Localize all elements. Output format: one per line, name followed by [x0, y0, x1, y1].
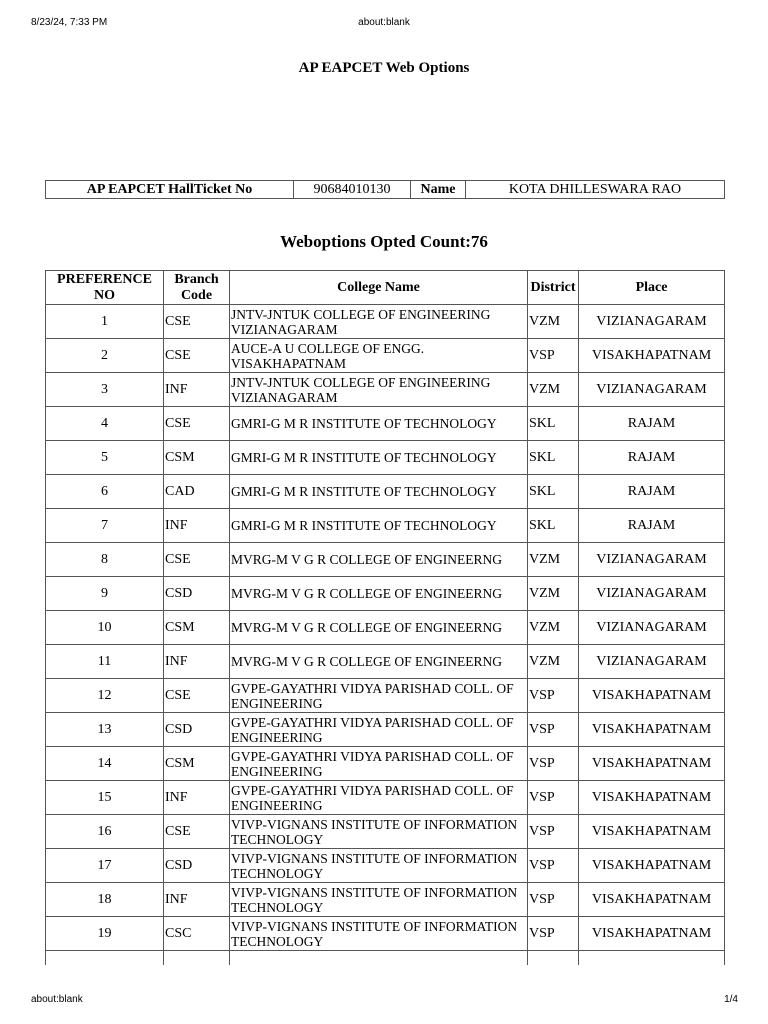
cell-place: VIZIANAGARAM — [579, 305, 725, 339]
cell-preference-no: 17 — [46, 849, 164, 883]
cell-place: VIZIANAGARAM — [579, 373, 725, 407]
table-row — [46, 475, 725, 509]
print-footer — [0, 994, 768, 1008]
cell-branch-code: CSE — [164, 339, 230, 373]
cell-district: VZM — [528, 305, 579, 339]
cell-branch-code: INF — [164, 509, 230, 543]
cell-branch-code: CSE — [164, 543, 230, 577]
cell-preference-no: 16 — [46, 815, 164, 849]
cell-district: VZM — [528, 373, 579, 407]
header-place: Place — [579, 271, 725, 305]
cell-preference-no: 3 — [46, 373, 164, 407]
cell-district: VSP — [528, 747, 579, 781]
candidate-info-table — [45, 180, 725, 199]
cell-district: VSP — [528, 883, 579, 917]
cell-place: VISAKHAPATNAM — [579, 747, 725, 781]
web-options-table — [45, 270, 725, 965]
cell-branch-code: CSC — [164, 917, 230, 951]
cell-college-name: AUCE-A U COLLEGE OF ENGG. VISAKHAPATNAM — [230, 339, 528, 373]
cell-college-name: VIVP-VIGNANS INSTITUTE OF INFORMATION TECHNOLOGY — [230, 815, 528, 849]
cell-place: VISAKHAPATNAM — [579, 815, 725, 849]
cell-college-name: JNTV-JNTUK COLLEGE OF ENGINEERING VIZIANAGARAM — [230, 305, 528, 339]
cell-place: VIZIANAGARAM — [579, 645, 725, 679]
cell-district: SKL — [528, 509, 579, 543]
cell-preference-no: 11 — [46, 645, 164, 679]
table-row — [46, 373, 725, 407]
cell-place: VIZIANAGARAM — [579, 543, 725, 577]
table-row-cut — [46, 951, 725, 966]
table-row — [46, 509, 725, 543]
cell-preference-no: 9 — [46, 577, 164, 611]
cell-branch-code: CSM — [164, 611, 230, 645]
cell-preference-no: 12 — [46, 679, 164, 713]
page-title: AP EAPCET Web Options — [298, 60, 470, 76]
cell-college-name: MVRG-M V G R COLLEGE OF ENGINEERNG — [230, 645, 528, 679]
cell-district: VSP — [528, 849, 579, 883]
empty-cell — [46, 951, 164, 966]
cell-branch-code: CSE — [164, 305, 230, 339]
cell-branch-code: CSM — [164, 747, 230, 781]
cell-college-name: GVPE-GAYATHRI VIDYA PARISHAD COLL. OF ENGINEERING — [230, 713, 528, 747]
cell-branch-code: CSD — [164, 713, 230, 747]
cell-college-name: VIVP-VIGNANS INSTITUTE OF INFORMATION TECHNOLOGY — [230, 883, 528, 917]
cell-district: VSP — [528, 815, 579, 849]
print-header — [0, 17, 768, 31]
cell-place: VISAKHAPATNAM — [579, 339, 725, 373]
cell-college-name: GMRI-G M R INSTITUTE OF TECHNOLOGY — [230, 509, 528, 543]
cell-branch-code: CSM — [164, 441, 230, 475]
cell-preference-no: 19 — [46, 917, 164, 951]
cell-preference-no: 8 — [46, 543, 164, 577]
cell-preference-no: 6 — [46, 475, 164, 509]
table-row — [46, 917, 725, 951]
table-row — [46, 849, 725, 883]
cell-branch-code: CSD — [164, 577, 230, 611]
table-row — [46, 543, 725, 577]
cell-college-name: MVRG-M V G R COLLEGE OF ENGINEERNG — [230, 543, 528, 577]
print-datetime: 8/23/24, 7:33 PM — [31, 17, 108, 28]
table-row — [46, 747, 725, 781]
cell-preference-no: 7 — [46, 509, 164, 543]
cell-college-name: VIVP-VIGNANS INSTITUTE OF INFORMATION TECHNOLOGY — [230, 917, 528, 951]
candidate-info-row — [46, 181, 725, 199]
header-preference-no: PREFERENCE NO — [46, 271, 164, 305]
cell-college-name: GMRI-G M R INSTITUTE OF TECHNOLOGY — [230, 441, 528, 475]
cell-preference-no: 5 — [46, 441, 164, 475]
table-row — [46, 883, 725, 917]
cell-branch-code: CSD — [164, 849, 230, 883]
cell-college-name: GVPE-GAYATHRI VIDYA PARISHAD COLL. OF ENGINEERING — [230, 747, 528, 781]
hallticket-value: 90684010130 — [294, 181, 411, 199]
footer-url: about:blank — [31, 994, 83, 1005]
cell-district: VZM — [528, 543, 579, 577]
options-count-heading: Weboptions Opted Count:76 — [280, 232, 488, 251]
cell-branch-code: INF — [164, 373, 230, 407]
table-row — [46, 679, 725, 713]
table-row — [46, 645, 725, 679]
cell-branch-code: INF — [164, 781, 230, 815]
cell-preference-no: 14 — [46, 747, 164, 781]
cell-district: VSP — [528, 781, 579, 815]
name-label: Name — [411, 181, 466, 199]
cell-district: VZM — [528, 645, 579, 679]
cell-district: VSP — [528, 713, 579, 747]
cell-branch-code: INF — [164, 883, 230, 917]
header-college-name: College Name — [230, 271, 528, 305]
cell-place: RAJAM — [579, 407, 725, 441]
candidate-name-value: KOTA DHILLESWARA RAO — [466, 181, 725, 199]
cell-district: SKL — [528, 475, 579, 509]
cell-college-name: VIVP-VIGNANS INSTITUTE OF INFORMATION TECHNOLOGY — [230, 849, 528, 883]
cell-college-name: GMRI-G M R INSTITUTE OF TECHNOLOGY — [230, 475, 528, 509]
cell-college-name: MVRG-M V G R COLLEGE OF ENGINEERNG — [230, 611, 528, 645]
cell-district: VSP — [528, 679, 579, 713]
cell-place: VISAKHAPATNAM — [579, 713, 725, 747]
empty-cell — [528, 951, 579, 966]
table-row — [46, 781, 725, 815]
cell-preference-no: 2 — [46, 339, 164, 373]
cell-place: VISAKHAPATNAM — [579, 781, 725, 815]
cell-college-name: GMRI-G M R INSTITUTE OF TECHNOLOGY — [230, 407, 528, 441]
empty-cell — [230, 951, 528, 966]
table-row — [46, 611, 725, 645]
cell-place: VIZIANAGARAM — [579, 577, 725, 611]
cell-branch-code: CAD — [164, 475, 230, 509]
cell-preference-no: 1 — [46, 305, 164, 339]
cell-place: RAJAM — [579, 475, 725, 509]
cell-preference-no: 13 — [46, 713, 164, 747]
cell-place: VIZIANAGARAM — [579, 611, 725, 645]
cell-preference-no: 10 — [46, 611, 164, 645]
cell-college-name: MVRG-M V G R COLLEGE OF ENGINEERNG — [230, 577, 528, 611]
cell-place: VISAKHAPATNAM — [579, 883, 725, 917]
print-url: about:blank — [358, 17, 410, 28]
cell-district: SKL — [528, 441, 579, 475]
cell-district: VSP — [528, 917, 579, 951]
empty-cell — [579, 951, 725, 966]
hallticket-label: AP EAPCET HallTicket No — [46, 181, 294, 199]
table-row — [46, 407, 725, 441]
empty-cell — [164, 951, 230, 966]
cell-district: VSP — [528, 339, 579, 373]
table-header-row — [46, 271, 725, 305]
cell-branch-code: CSE — [164, 407, 230, 441]
cell-place: RAJAM — [579, 441, 725, 475]
header-branch-code: Branch Code — [164, 271, 230, 305]
table-row — [46, 441, 725, 475]
cell-district: VZM — [528, 577, 579, 611]
table-body — [46, 305, 725, 966]
cell-college-name: JNTV-JNTUK COLLEGE OF ENGINEERING VIZIANAGARAM — [230, 373, 528, 407]
header-district: District — [528, 271, 579, 305]
cell-place: RAJAM — [579, 509, 725, 543]
cell-branch-code: CSE — [164, 679, 230, 713]
cell-place: VISAKHAPATNAM — [579, 679, 725, 713]
cell-preference-no: 15 — [46, 781, 164, 815]
cell-college-name: GVPE-GAYATHRI VIDYA PARISHAD COLL. OF ENGINEERING — [230, 781, 528, 815]
cell-place: VISAKHAPATNAM — [579, 849, 725, 883]
cell-college-name: GVPE-GAYATHRI VIDYA PARISHAD COLL. OF ENGINEERING — [230, 679, 528, 713]
page-number: 1/4 — [724, 994, 738, 1005]
cell-branch-code: INF — [164, 645, 230, 679]
cell-place: VISAKHAPATNAM — [579, 917, 725, 951]
table-row — [46, 305, 725, 339]
cell-preference-no: 18 — [46, 883, 164, 917]
table-row — [46, 815, 725, 849]
cell-branch-code: CSE — [164, 815, 230, 849]
cell-district: VZM — [528, 611, 579, 645]
cell-preference-no: 4 — [46, 407, 164, 441]
table-row — [46, 339, 725, 373]
table-row — [46, 577, 725, 611]
cell-district: SKL — [528, 407, 579, 441]
table-row — [46, 713, 725, 747]
